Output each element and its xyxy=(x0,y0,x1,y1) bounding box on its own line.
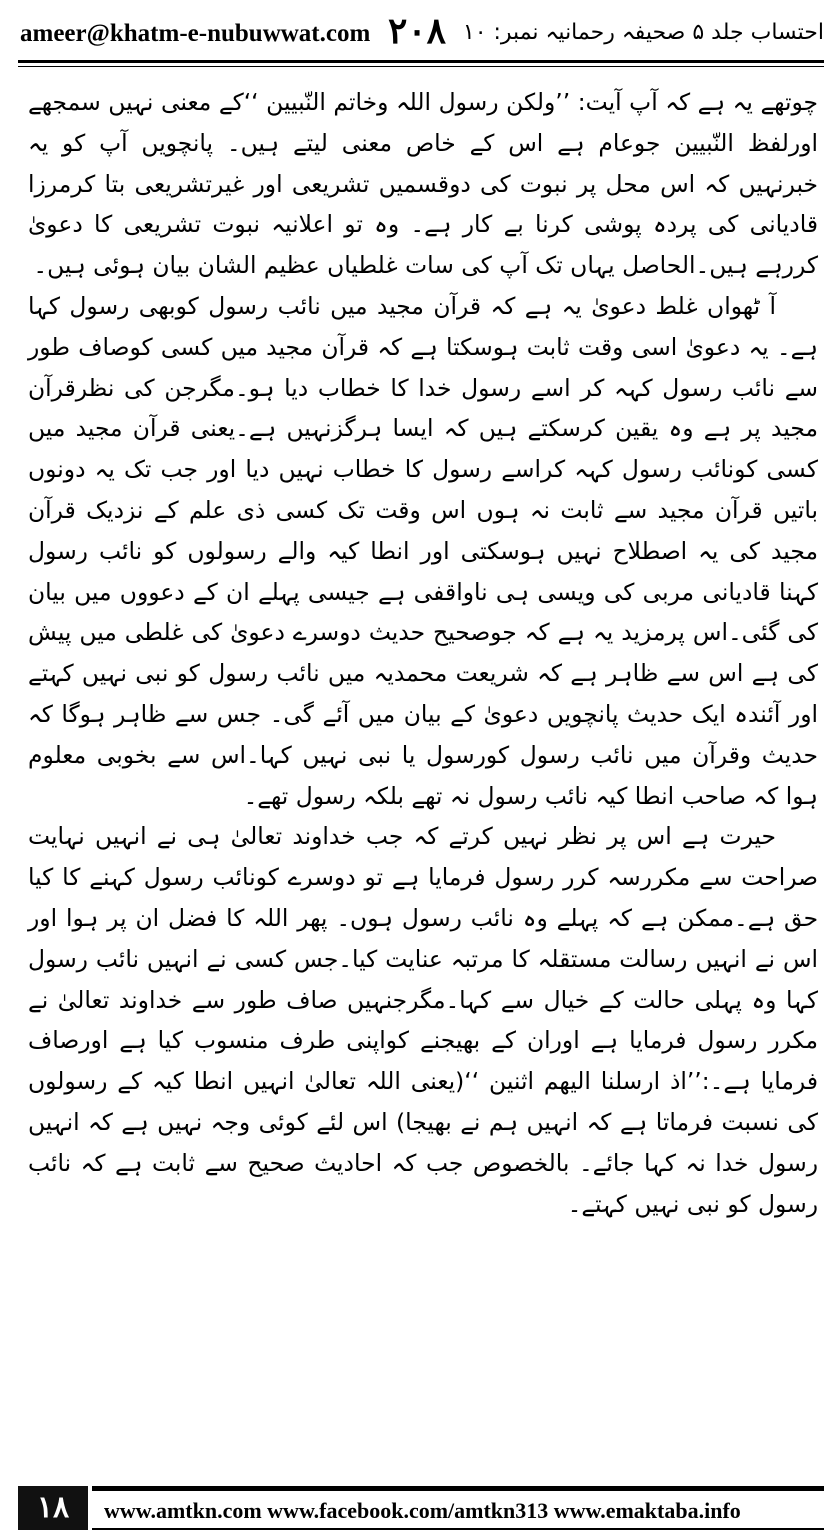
text-line: قرآن مجید کی یہ اصطلاح نہیں ہوسکتی اور انطا کیہ والے رسولوں کو نائب رسول کہنا قادیانی xyxy=(28,495,818,606)
text-line: جوصحیح حدیث دوسرے دعویٰ کی غلطی میں پیش کی ہے اس سے ظاہر ہے کہ شریعت محمدیہ میں xyxy=(28,618,819,688)
header-rule xyxy=(18,60,824,63)
text-line: مرتبہ عنایت کیا۔جس کسی نے انہیں نائب رسول کہا وہ پہلی حالت کے خیال سے کہا۔مگرجنہیں xyxy=(28,944,818,1014)
paragraph-2 xyxy=(28,286,818,816)
paragraph-3 xyxy=(28,816,818,1224)
text-line: چوتھے یہ ہے کہ آپ آیت: ’’ولکن رسول اللہ وخاتم النّبیین ‘‘کے معنی xyxy=(160,88,818,116)
text-line: ہرگزنہیں ہے۔یعنی قرآن مجید میں کسی کونائب رسول کہہ کراسے رسول کا خطاب نہیں دیا اور xyxy=(28,414,818,484)
text-line: صاف طور سے خداوند تعالیٰ نے مکرر رسول فرمایا ہے اوران کے بھیجنے کواپنی طرف منسوب کیا xyxy=(28,985,818,1055)
text-line: نہیں سمجھے اورلفظ النّبیین جوعام ہے اس کے خاص معنی لیتے ہیں۔ پانچویں آپ کو یہ خبرنہیں xyxy=(28,88,818,198)
footer-underline xyxy=(92,1528,824,1530)
text-line: جب تک یہ دونوں باتیں قرآن مجید سے ثابت نہ ہوں اس وقت تک کسی ذی علم کے نزدیک xyxy=(28,455,818,524)
text-line: صراحت سے مکررسہ کرر رسول فرمایا ہے تو دوسرے کونائب رسول کہنے کا کیا حق ہے۔ممکن ہے xyxy=(28,863,819,932)
footer-links: www.amtkn.com www.facebook.com/amtkn313 www.emaktaba.info xyxy=(104,1498,741,1523)
page-footer xyxy=(18,1486,824,1530)
text-line: حیرت ہے اس پر نظر نہیں کرتے کہ جب خداوند تعالیٰ ہی نے انہیں نہایت xyxy=(28,822,776,851)
footer-rule xyxy=(92,1486,824,1491)
header-page-number: ۲۰۸ xyxy=(388,10,447,52)
text-line: کہ اس محل پر نبوت کی دوقسمیں تشریعی اور غیرتشریعی بتا کرمرزا قادیانی کی پردہ پوشی کرنا بے xyxy=(28,169,818,239)
page-body xyxy=(28,82,818,1224)
header-email: ameer@khatm-e-nubuwwat.com xyxy=(20,20,371,47)
text-line: مربی کی ویسی ہی ناواقفی ہے جیسی پہلے ان کے دعووں میں بیان کی گئی۔اس پرمزید یہ ہے کہ xyxy=(28,577,818,647)
text-line: رسولوں کی نسبت فرماتا ہے کہ انہیں ہم نے بھیجا) اس لئے کوئی وجہ نہیں ہے کہ انہیں رسول خدا xyxy=(28,1067,818,1177)
text-line: معلوم ہوا کہ صاحب انطا کیہ نائب رسول نہ تھے بلکہ رسول تھے۔ xyxy=(28,740,818,810)
text-line: کہ پہلے وہ نائب رسول ہوں۔ پھر اللہ کا فضل ان پر ہوا اور اس نے انہیں رسالت مستقلہ کا xyxy=(28,903,819,973)
text-line: آ ٹھواں غلط دعویٰ یہ ہے کہ قرآن مجید میں نائب رسول کوبھی رسول کہا ہے۔ یہ xyxy=(28,291,818,361)
paragraph-1 xyxy=(28,82,818,286)
text-line: نائب رسول کو نبی نہیں کہتے اور آئندہ ایک حدیث پانچویں دعویٰ کے بیان میں آئے گی۔ xyxy=(28,659,818,728)
text-line: کار ہے۔ وہ تو اعلانیہ نبوت تشریعی کا دعویٰ کررہے ہیں۔الحاصل یہاں تک آپ کی سات xyxy=(28,210,818,280)
text-line: جس سے ظاہر ہوگا کہ حدیث وقرآن میں نائب رسول کورسول یا نبی نہیں کہا۔اس سے بخوبی xyxy=(28,699,818,769)
header-book-title: احتساب جلد ۵ صحیفہ رحمانیہ نمبر: ۱۰ xyxy=(462,20,824,45)
page-header xyxy=(20,10,824,60)
text-line: دعویٰ اسی وقت ثابت ہوسکتا ہے کہ قرآن مجید میں کسی کوصاف طور سے نائب رسول کہہ کر xyxy=(28,332,819,402)
text-line: غلطیاں عظیم الشان بیان ہوئی ہیں۔ xyxy=(33,251,398,280)
header-rule-thin xyxy=(18,66,824,67)
footer-page-badge: ۱۸ xyxy=(18,1486,88,1530)
text-line: اسے رسول خدا کا خطاب دیا ہو۔مگرجن کی نظرقرآن مجید پر ہے وہ یقین کرسکتے ہیں کہ ایسا xyxy=(28,373,819,443)
text-line: نہ کہا جائے۔ بالخصوص جب کہ احادیث صحیح سے ثابت ہے کہ نائب رسول کو نبی نہیں کہتے۔ xyxy=(28,1148,818,1218)
text-line: ہے اورصاف فرمایا ہے۔:’’اذ ارسلنا الیھم اثنین ‘‘(یعنی اللہ تعالیٰ انہیں انطا کیہ کے xyxy=(28,1026,819,1096)
